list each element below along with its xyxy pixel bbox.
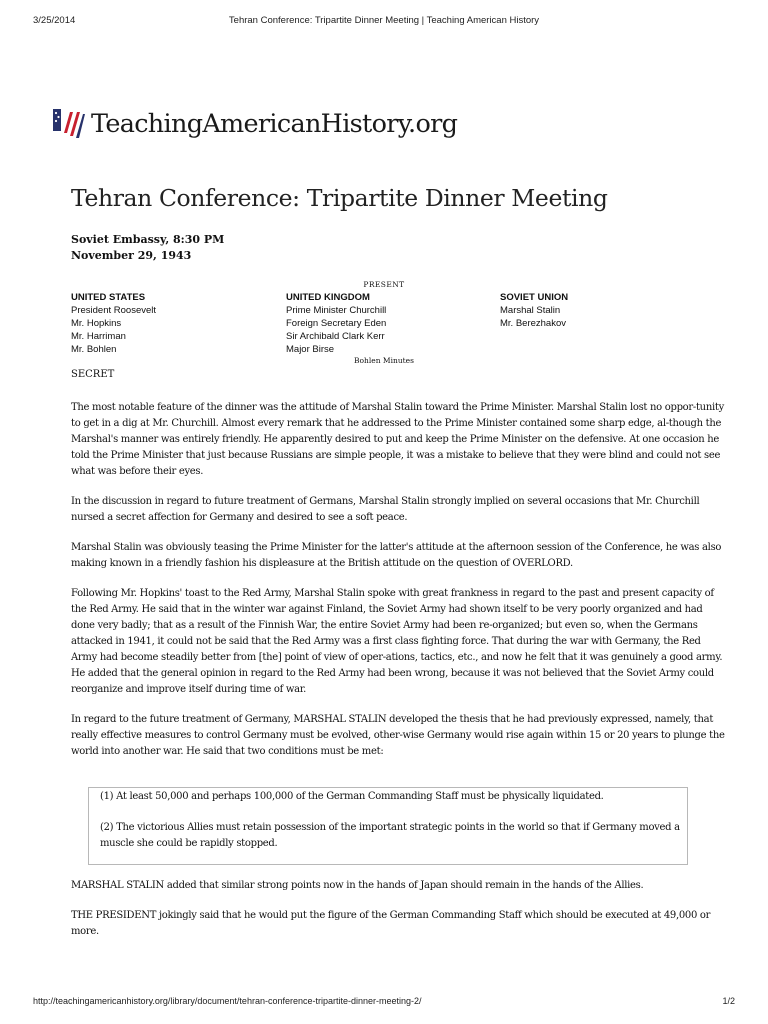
delegate: Mr. Hopkins — [71, 318, 122, 329]
paragraph: Marshal Stalin was obviously teasing the Prime Minister for the latter's attitude at the afternoon session of the Conference, he was also making known in a friendly fashion his displeasure at the British attitude on the question of OVERLORD. — [71, 542, 722, 569]
print-url: http://teachingamericanhistory.org/library/document/tehran-conference-tripartite-dinner-meeting-2/ — [33, 996, 422, 1006]
present-label: PRESENT — [363, 280, 405, 289]
meeting-date: November 29, 1943 — [71, 249, 192, 262]
delegate: Foreign Secretary Eden — [286, 318, 387, 329]
print-date: 3/25/2014 — [33, 15, 76, 26]
meeting-location: Soviet Embassy, 8:30 PM — [71, 233, 225, 246]
minutes-label: Bohlen Minutes — [354, 356, 414, 365]
delegation-soviet-union — [500, 291, 568, 330]
paragraph: In the discussion in regard to future treatment of Germans, Marshal Stalin strongly implied on several occasions that Mr. Churchill nursed a secret affection for Germany and desired to see a soft peace. — [71, 496, 700, 523]
paragraph: The most notable feature of the dinner was the attitude of Marshal Stalin toward the Prime Minister. Marshal Stalin lost no oppor-tunity to get in a dig at Mr. Churchill. Almost every remark that he addressed to the Prime Minister contained some sharp edge, al-though the Marshal's manner was entirely friendly. He apparently desired to put and keep the Prime Minister on the defensive. At one occasion he told the Prime Minister that just because Russians are simple people, it was a mistake to believe that they were blind and could not see what was before their eyes. — [71, 402, 724, 477]
classification-label: SECRET — [71, 369, 115, 380]
condition-item: (1) At least 50,000 and perhaps 100,000 of the German Commanding Staff must be physically liquidated. — [100, 791, 604, 802]
delegate: Mr. Berezhakov — [500, 318, 566, 329]
delegate: President Roosevelt — [71, 305, 157, 316]
delegation-heading: SOVIET UNION — [500, 292, 569, 303]
print-header — [33, 15, 735, 29]
paragraph: In regard to the future treatment of Germany, MARSHAL STALIN developed the thesis that he had previously expressed, namely, that really effective measures to control Germany must be evolved, other-wise Germany would rise again within 15 or 20 years to plunge the world into another war. He said that two conditions must be met: — [71, 714, 725, 757]
logo-text: TeachingAmericanHistory.org — [91, 109, 458, 139]
document-closing — [71, 878, 726, 954]
page-title: Tehran Conference: Tripartite Dinner Meeting — [71, 184, 608, 212]
site-logo[interactable] — [53, 107, 457, 141]
delegate: Sir Archibald Clark Kerr — [286, 331, 385, 342]
page-number: 1/2 — [722, 996, 735, 1006]
delegate: Mr. Bohlen — [71, 344, 117, 355]
paragraph: Following Mr. Hopkins' toast to the Red Army, Marshal Stalin spoke with great frankness in regard to the past and present capacity of the Red Army. He said that in the winter war against Finland, the Soviet Army had shown itself to be very poorly organized and had done very badly; that as a result of the Finnish War, the entire Soviet Army had been re-organized; but even so, when the Germans attacked in 1941, it could not be said that the Red Army was a first class fighting force. That during the war with Germany, the Red Army had become steadily better from [the] point of view of oper-ations, tactics, etc., and now he felt that it was genuinely a good army. He added that the general opinion in regard to the Red Army had been wrong, because it was not believed that the Soviet Army could reorganize and improve itself during time of war. — [71, 588, 723, 695]
delegate: Prime Minister Churchill — [286, 305, 387, 316]
conditions-box — [88, 787, 688, 865]
condition-item: (2) The victorious Allies must retain possession of the important strategic points in the world so that if Germany moved a muscle she could be rapidly stopped. — [100, 822, 680, 849]
flag-logo-icon — [53, 109, 85, 139]
print-footer — [33, 996, 735, 1010]
delegate: Mr. Harriman — [71, 331, 126, 342]
delegation-united-kingdom — [286, 291, 386, 356]
paragraph: MARSHAL STALIN added that similar strong points now in the hands of Japan should remain in the hands of the Allies. — [71, 880, 644, 891]
paragraph: THE PRESIDENT jokingly said that he would put the figure of the German Commanding Staff which should be executed at 49,000 or more. — [71, 910, 711, 937]
print-page-title: Tehran Conference: Tripartite Dinner Meeting | Teaching American History — [228, 15, 540, 26]
delegation-heading: UNITED KINGDOM — [286, 292, 370, 303]
delegation-united-states — [71, 291, 156, 356]
delegation-heading: UNITED STATES — [71, 292, 146, 303]
document-body — [71, 400, 726, 774]
delegate: Marshal Stalin — [500, 305, 561, 316]
meeting-meta — [71, 232, 224, 264]
delegate: Major Birse — [286, 344, 335, 355]
